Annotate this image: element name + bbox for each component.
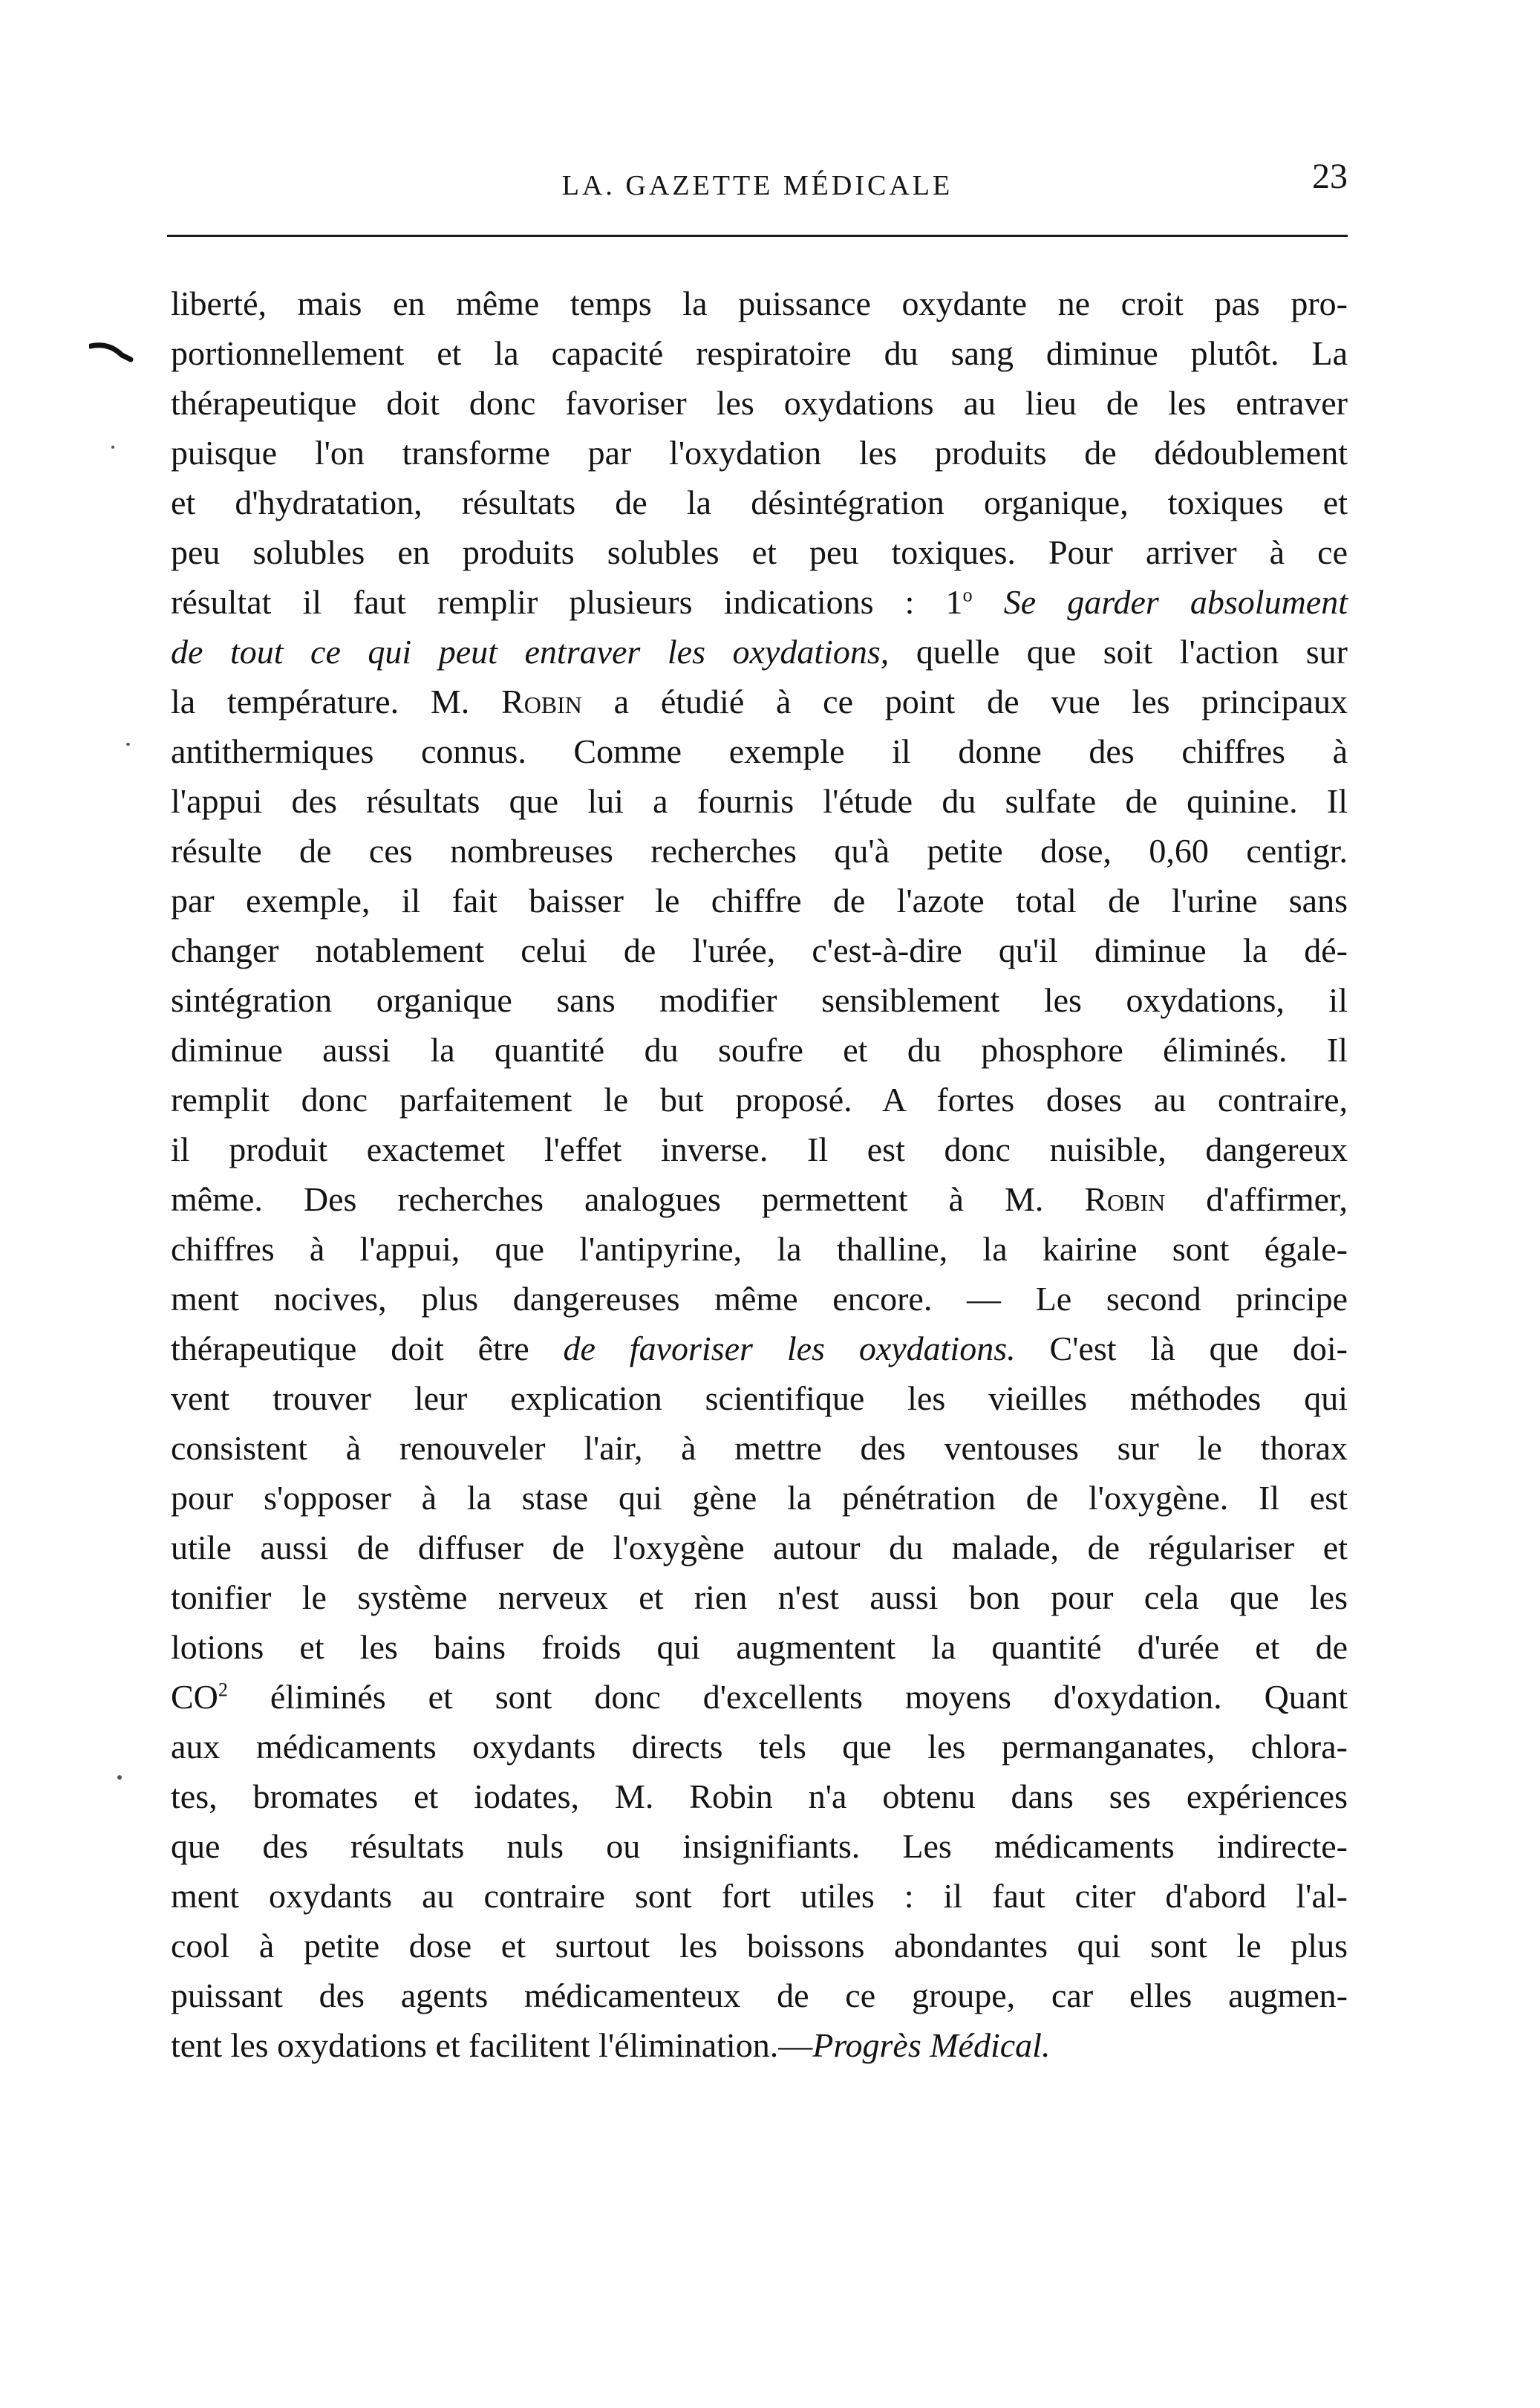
running-title: LA. GAZETTE MÉDICALE bbox=[561, 170, 953, 201]
text-line: utile aussi de diffuser de l'oxygène autour du malade, de régulariser et bbox=[171, 1529, 1348, 1566]
text-segment: tent les oxydations et facilitent l'élimination.— bbox=[171, 2026, 813, 2064]
text-line: portionnellement et la capacité respiratoire du sang diminue plutôt. La bbox=[171, 334, 1348, 372]
margin-speck bbox=[117, 1775, 122, 1780]
text-line bbox=[171, 1174, 1348, 1224]
text-line: ment oxydants au contraire sont fort utiles : il faut citer d'abord l'al- bbox=[171, 1877, 1348, 1915]
text-segment: thérapeutique doit être bbox=[171, 1330, 564, 1367]
text-line: par exemple, il fait baisser le chiffre de l'azote total de l'urine sans bbox=[171, 882, 1348, 920]
text-segment: résultat il faut remplir plusieurs indications : 1 bbox=[171, 583, 963, 621]
ordinal-superscript: o bbox=[962, 584, 973, 606]
italic-emphasis: de favoriser les oxydations. bbox=[563, 1330, 1016, 1367]
source-citation: Progrès Médical. bbox=[812, 2026, 1051, 2064]
text-line bbox=[171, 677, 1348, 726]
text-line: pour s'opposer à la stase qui gène la pénétration de l'oxygène. Il est bbox=[171, 1479, 1348, 1517]
text-line bbox=[171, 577, 1348, 627]
text-line: aux médicaments oxydants directs tels que les permanganates, chlora- bbox=[171, 1728, 1348, 1766]
text-line: consistent à renouveler l'air, à mettre des ventouses sur le thorax bbox=[171, 1429, 1348, 1467]
margin-stroke-mark bbox=[89, 340, 134, 362]
text-line: puissant des agents médicamenteux de ce groupe, car elles augmen- bbox=[171, 1976, 1348, 2014]
text-line: antithermiques connus. Comme exemple il donne des chiffres à bbox=[171, 732, 1348, 770]
text-line: il produit exactemet l'effet inverse. Il est donc nuisible, dangereux bbox=[171, 1130, 1348, 1168]
text-line: liberté, mais en même temps la puissance oxydante ne croit pas pro- bbox=[171, 284, 1348, 322]
text-line bbox=[171, 627, 1348, 677]
text-segment: C'est là que doi- bbox=[1015, 1330, 1348, 1367]
text-line bbox=[171, 2020, 1348, 2070]
subscript-digit: 2 bbox=[218, 1679, 228, 1701]
text-line bbox=[171, 1672, 1348, 1722]
text-line: chiffres à l'appui, que l'antipyrine, la thalline, la kairine sont égale- bbox=[171, 1230, 1348, 1268]
text-line: puisque l'on transforme par l'oxydation les produits de dédoublement bbox=[171, 434, 1348, 472]
text-line: diminue aussi la quantité du soufre et du phosphore éliminés. Il bbox=[171, 1031, 1348, 1069]
author-name-smallcaps: Robin bbox=[1084, 1180, 1166, 1218]
text-line: résulte de ces nombreuses recherches qu'à petite dose, 0,60 centigr. bbox=[171, 832, 1348, 870]
text-segment: a étudié à ce point de vue les principaux bbox=[581, 683, 1348, 720]
text-line: et d'hydratation, résultats de la désintégration organique, toxiques et bbox=[171, 484, 1348, 521]
text-line: peu solubles en produits solubles et peu toxiques. Pour arriver à ce bbox=[171, 533, 1348, 571]
text-line: tes, bromates et iodates, M. Robin n'a obtenu dans ses expériences bbox=[171, 1777, 1348, 1815]
article-body bbox=[171, 279, 1348, 2070]
text-line: changer notablement celui de l'urée, c'est-à-dire qu'il diminue la dé- bbox=[171, 931, 1348, 969]
text-line: thérapeutique doit donc favoriser les oxydations au lieu de les entraver bbox=[171, 384, 1348, 422]
text-segment: d'affirmer, bbox=[1165, 1180, 1348, 1218]
page-number: 23 bbox=[1312, 157, 1348, 196]
text-line: lotions et les bains froids qui augmentent la quantité d'urée et de bbox=[171, 1628, 1348, 1666]
text-line: que des résultats nuls ou insignifiants. Les médicaments indirecte- bbox=[171, 1827, 1348, 1865]
text-segment: CO bbox=[171, 1678, 218, 1716]
text-segment: la température. M. bbox=[171, 683, 502, 720]
italic-emphasis: de tout ce qui peut entraver les oxydations, bbox=[171, 633, 890, 671]
italic-emphasis: Se garder absolument bbox=[972, 583, 1348, 621]
text-line: cool à petite dose et surtout les boissons abondantes qui sont le plus bbox=[171, 1927, 1348, 1965]
text-line bbox=[171, 1324, 1348, 1373]
text-line: sintégration organique sans modifier sensiblement les oxydations, il bbox=[171, 981, 1348, 1019]
text-line: tonifier le système nerveux et rien n'est aussi bon pour cela que les bbox=[171, 1578, 1348, 1616]
text-segment: même. Des recherches analogues permettent à M. bbox=[171, 1180, 1085, 1218]
text-line: remplit donc parfaitement le but proposé. A fortes doses au contraire, bbox=[171, 1081, 1348, 1119]
text-segment: quelle que soit l'action sur bbox=[889, 633, 1348, 671]
text-line: vent trouver leur explication scientifique les vieilles méthodes qui bbox=[171, 1379, 1348, 1417]
margin-speck bbox=[111, 446, 114, 449]
text-segment: éliminés et sont donc d'excellents moyens d'oxydation. Quant bbox=[227, 1678, 1348, 1716]
header-rule bbox=[167, 235, 1348, 237]
text-line: ment nocives, plus dangereuses même encore. — Le second principe bbox=[171, 1280, 1348, 1318]
text-line: l'appui des résultats que lui a fournis l'étude du sulfate de quinine. Il bbox=[171, 782, 1348, 820]
page-header bbox=[167, 149, 1348, 208]
margin-speck bbox=[126, 743, 130, 746]
author-name-smallcaps: Robin bbox=[501, 683, 582, 720]
